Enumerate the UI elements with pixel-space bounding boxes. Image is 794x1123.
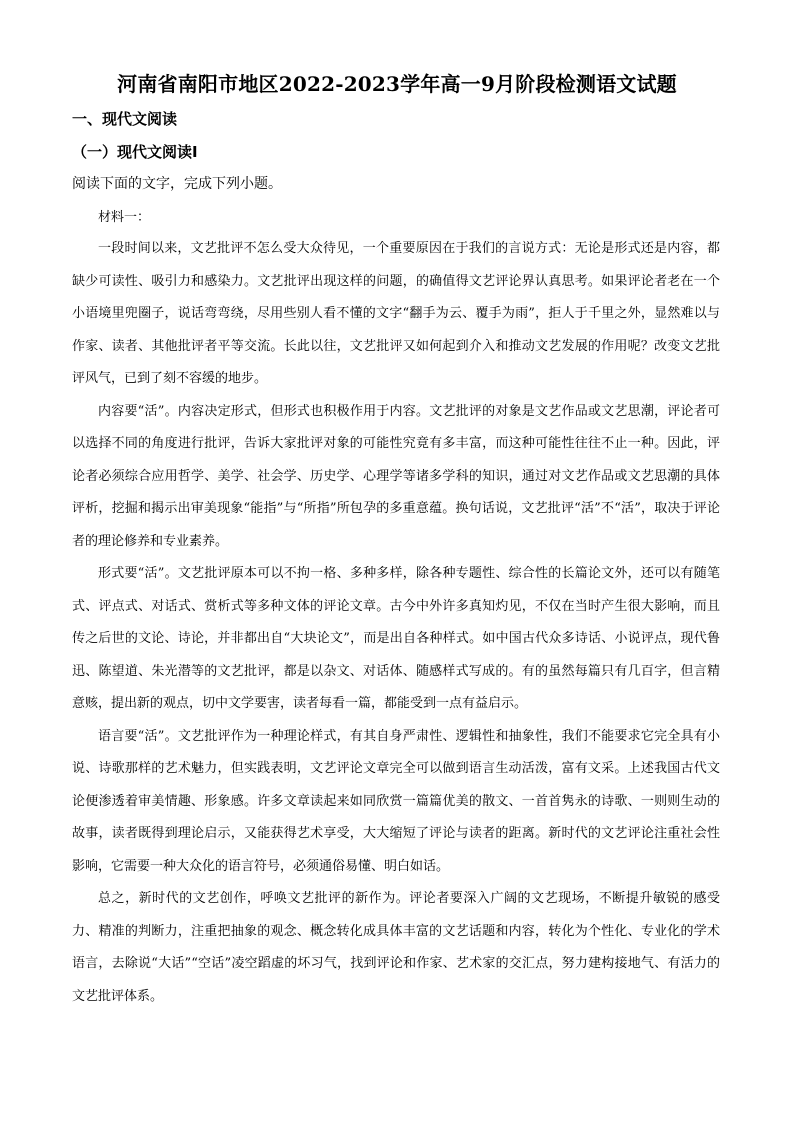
- material-label: 材料一：: [98, 210, 151, 225]
- paragraph-4: 语言要“活”。文艺批评作为一种理论样式，有其自身严肃性、逻辑性和抽象性，我们不能要求它完全具有小说、诗歌那样的艺术魅力，但实践表明，文艺评论文章完全可以做到语言生动活泼，富有文采。上述我国古代文论便渗透着审美情趣、形象感。许多文章读起来如同欣赏一篇篇优美的散文、一首首隽永的诗歌、一则则生动的故事，读者既得到理论启示，又能获得艺术享受，大大缩短了评论与读者的距离。新时代的文艺评论注重社会性影响，它需要一种大众化的语言符号，必须通俗易懂、明白如话。: [72, 728, 720, 874]
- section-heading: 一、现代文阅读: [72, 110, 178, 128]
- paragraph-2: 内容要“活”。内容决定形式，但形式也积极作用于内容。文艺批评的对象是文艺作品或文艺思潮，评论者可以选择不同的角度进行批评，告诉大家批评对象的可能性究竟有多丰富，而这种可能性往往不止一种。因此，评论者必须综合应用哲学、美学、社会学、历史学、心理学等诸多学科的知识，通过对文艺作品或文艺思潮的具体评析，挖掘和揭示出审美现象“能指”与“所指”所包孕的多重意蕴。换句话说，文艺批评“活”不“活”，取决于评论者的理论修养和专业素养。: [72, 403, 720, 549]
- reading-instruction: 阅读下面的文字，完成下列小题。: [72, 176, 282, 192]
- paragraph-3: 形式要“活”。文艺批评原本可以不拘一格、多种多样，除各种专题性、综合性的长篇论文外，还可以有随笔式、评点式、对话式、赏析式等多种文体的评论文章。古今中外许多真知灼见，不仅在当时产生很大影响，而且传之后世的文论、诗论，并非都出自“大块论文”，而是出自各种样式。如中国古代众多诗话、小说评点，现代鲁迅、陈望道、朱光潜等的文艺批评，都是以杂文、对话体、随感样式写成的。有的虽然每篇只有几百字，但言精意赅，提出新的观点，切中文学要害，读者每看一篇，都能受到一点有益启示。: [72, 566, 720, 711]
- subsection-heading: （一）现代文阅读Ⅰ: [72, 143, 198, 161]
- paragraph-5: 总之，新时代的文艺创作，呼唤文艺批评的新作为。评论者要深入广阔的文艺现场，不断提升敏锐的感受力、精准的判断力，注重把抽象的观念、概念转化成具体丰富的文艺话题和内容，转化为个性化、专业化的学术语言，去除说“大话”“空话”凌空蹈虚的坏习气，找到评论和作家、艺术家的交汇点，努力建构接地气、有活力的文艺批评体系。: [72, 891, 720, 1004]
- reading-passage: [72, 203, 720, 1013]
- paragraph-1: 一段时间以来，文艺批评不怎么受大众待见，一个重要原因在于我们的言说方式：无论是形式还是内容，都缺少可读性、吸引力和感染力。文艺批评出现这样的问题，的确值得文艺评论界认真思考。如果评论者老在一个小语境里兜圈子，说话弯弯绕，尽用些别人看不懂的文字“翻手为云、覆手为雨”，拒人于千里之外，显然难以与作家、读者、其他批评者平等交流。长此以往，文艺批评又如何起到介入和推动文艺发展的作用呢？改变文艺批评风气，已到了刻不容缓的地步。: [72, 241, 720, 386]
- page-title: 河南省南阳市地区2022-2023学年高一9月阶段检测语文试题: [117, 72, 677, 96]
